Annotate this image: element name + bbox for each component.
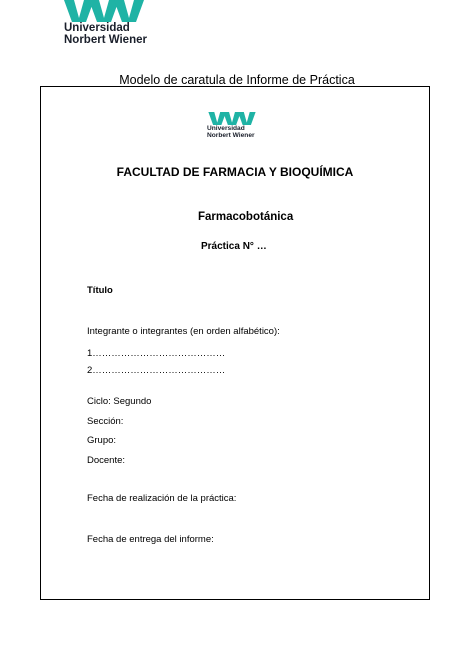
logo-line-university: Universidad: [64, 22, 130, 34]
group-field: Grupo:: [87, 435, 117, 446]
logo-line-name: Norbert Wiener: [64, 34, 147, 46]
member-line-2: 2……………………………………: [87, 365, 226, 376]
document-subtitle: Modelo de caratula de Informe de Práctica: [119, 73, 355, 87]
members-label: Integrante o integrantes (en orden alfabético):: [87, 326, 280, 337]
teacher-field: Docente:: [87, 455, 126, 466]
delivery-date-field: Fecha de entrega del informe:: [87, 534, 214, 545]
section-field: Sección:: [87, 416, 124, 427]
logo-line-name: Norbert Wiener: [207, 132, 255, 139]
faculty-heading: FACULTAD DE FARMACIA Y BIOQUÍMICA: [116, 165, 354, 179]
wave-emblem-icon: [64, 0, 144, 22]
completion-date-field: Fecha de realización de la práctica:: [87, 493, 237, 504]
wave-emblem-icon: [207, 112, 257, 125]
title-label: Título: [87, 285, 113, 296]
university-logo-text-top: [64, 22, 147, 46]
cover-frame: [40, 86, 430, 600]
practice-number: Práctica N° …: [201, 241, 267, 252]
member-line-1: 1……………………………………: [87, 348, 226, 359]
logo-line-university: Universidad: [207, 125, 245, 132]
course-name: Farmacobotánica: [198, 211, 294, 223]
university-logo-text-inner: [207, 125, 255, 139]
cycle-field: Ciclo: Segundo: [87, 396, 152, 407]
